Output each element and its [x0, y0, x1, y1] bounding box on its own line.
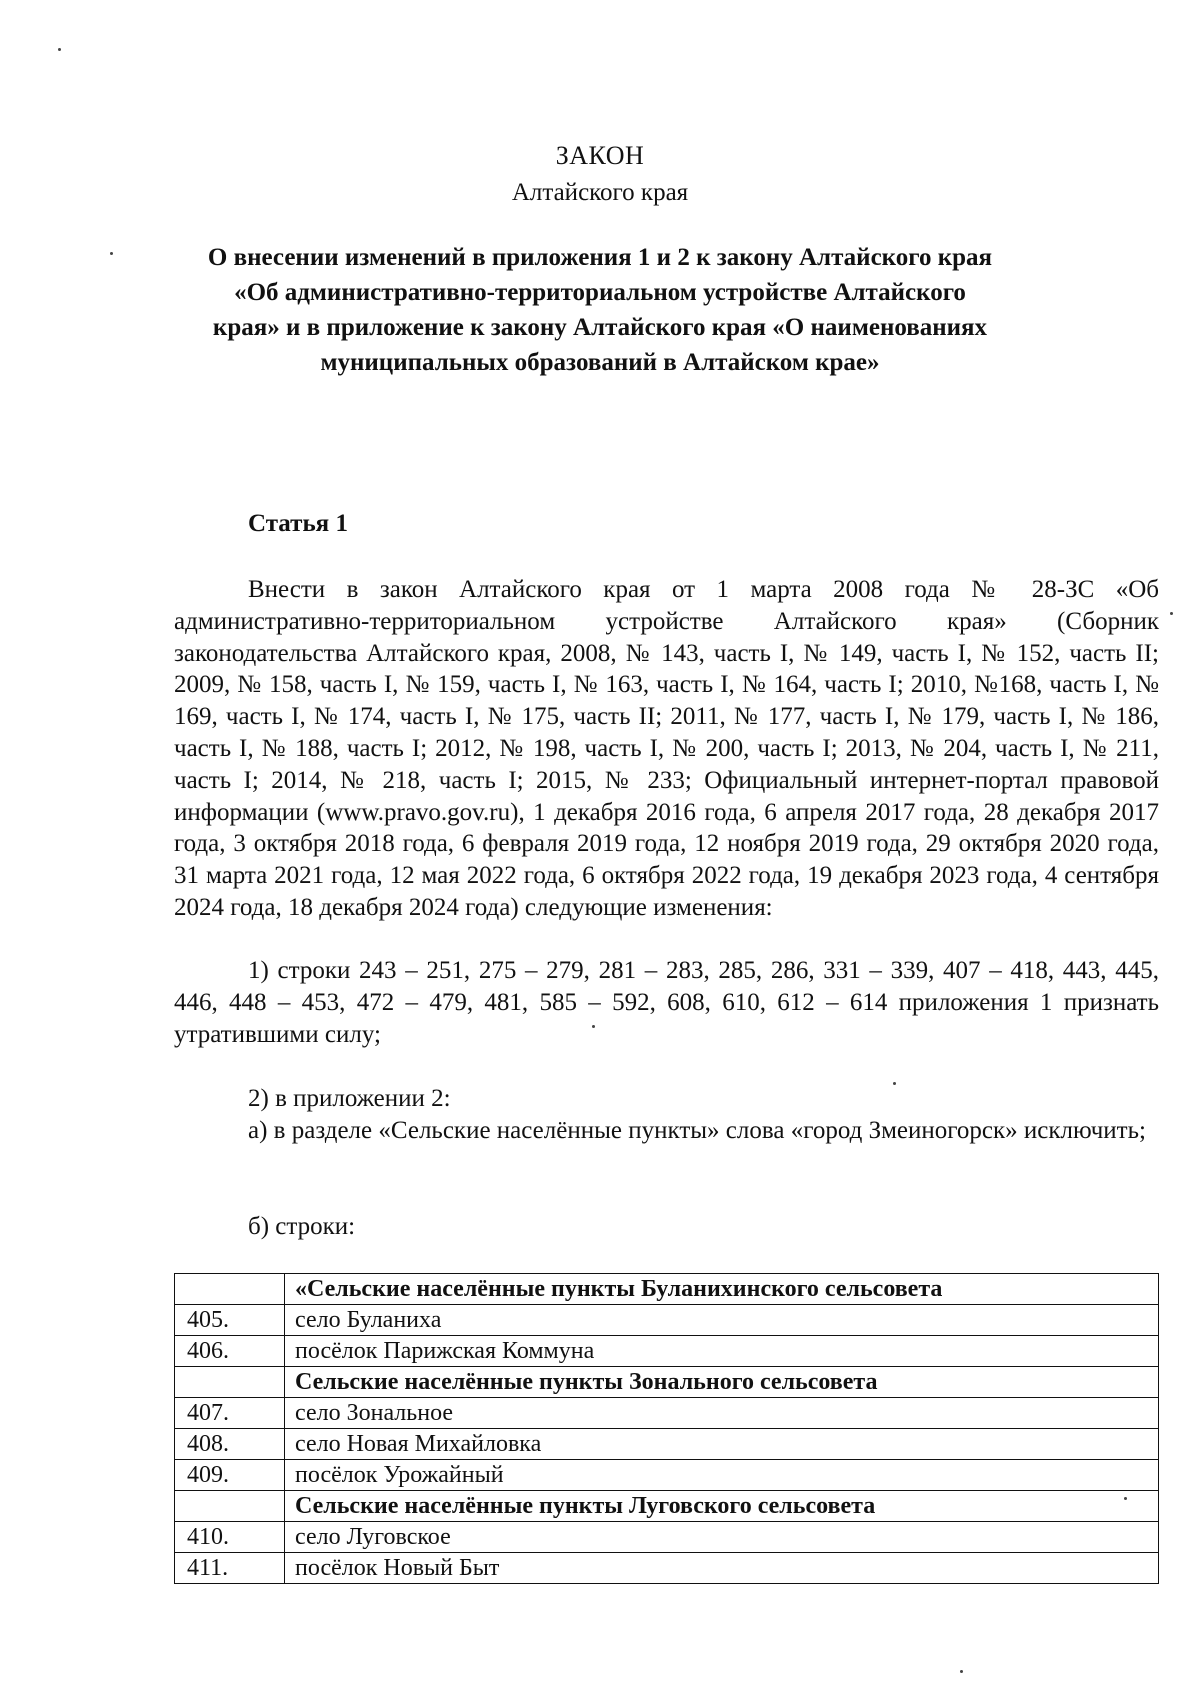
- table-row: [175, 1398, 1159, 1429]
- item-1-paragraph: 1) строки 243 – 251, 275 – 279, 281 – 283, 285, 286, 331 – 339, 407 – 418, 443, 445, 446, 448 – 453, 472 – 479, 481, 585 – 592, 608, 610, 612 – 614 приложения 1 признать утратившими силу;: [174, 957, 1159, 1048]
- scan-speck: [1170, 612, 1173, 615]
- row-text: село Зональное: [285, 1398, 1159, 1429]
- row-number: [175, 1274, 285, 1305]
- scan-speck: [110, 252, 113, 255]
- settlements-table: [174, 1273, 1159, 1584]
- item-2-block: [174, 1083, 1159, 1115]
- row-text: село Луговское: [285, 1522, 1159, 1553]
- issuing-region: Алтайского края: [511, 179, 689, 206]
- table-row: [175, 1305, 1159, 1336]
- table-row: [175, 1274, 1159, 1305]
- row-number: 410.: [175, 1522, 285, 1553]
- article-intro-paragraph: Внести в закон Алтайского края от 1 марта 2008 года № 28-ЗС «Об административно-территориальном устройстве Алтайского края» (Сборник законодательства Алтайского края, 2008, № 143, часть I, № 149, часть I, № 152, часть II; 2009, № 158, часть I, № 159, часть I, № 163, часть I, № 164, часть I; 2010, №168, часть I, № 169, часть I, № 174, часть I, № 175, часть II; 2011, № 177, часть I, № 179, часть I, № 186, часть I, № 188, часть I; 2012, № 198, часть I, № 200, часть I; 2013, № 204, часть I, № 211, часть I; 2014, № 218, часть I; 2015, № 233; Официальный интернет-портал правовой информации (www.pravo.gov.ru), 1 декабря 2016 года, 6 апреля 2017 года, 28 декабря 2017 года, 3 октября 2018 года, 6 февраля 2019 года, 12 ноября 2019 года, 29 октября 2020 года, 31 марта 2021 года, 12 мая 2022 года, 6 октября 2022 года, 19 декабря 2023 года, 4 сентября 2024 года, 18 декабря 2024 года) следующие изменения:: [174, 576, 1159, 921]
- row-number: [175, 1367, 285, 1398]
- document-type: ЗАКОН: [555, 141, 645, 170]
- row-text: село Новая Михайловка: [285, 1429, 1159, 1460]
- article-heading: Статья 1: [248, 510, 348, 537]
- row-text: посёлок Парижская Коммуна: [285, 1336, 1159, 1367]
- item-1-block: [174, 955, 1159, 1050]
- scan-speck: [960, 1670, 963, 1673]
- row-number: [175, 1491, 285, 1522]
- table-row: [175, 1367, 1159, 1398]
- row-number: 407.: [175, 1398, 285, 1429]
- row-number: 411.: [175, 1553, 285, 1584]
- row-text: Сельские населённые пункты Зонального сельсовета: [285, 1367, 1159, 1398]
- table-row: [175, 1491, 1159, 1522]
- row-number: 409.: [175, 1460, 285, 1491]
- scan-speck: [1124, 1497, 1127, 1500]
- table-row: [175, 1336, 1159, 1367]
- article-intro-block: [174, 574, 1159, 924]
- row-text: село Буланиха: [285, 1305, 1159, 1336]
- scan-speck: [592, 1025, 595, 1028]
- item-2b-block: [174, 1211, 1159, 1243]
- row-number: 406.: [175, 1336, 285, 1367]
- item-2-paragraph: 2) в приложении 2:: [248, 1085, 451, 1112]
- item-2b-paragraph: б) строки:: [248, 1213, 356, 1240]
- row-number: 405.: [175, 1305, 285, 1336]
- row-text: «Сельские населённые пункты Буланихинского сельсовета: [285, 1274, 1159, 1305]
- table-row: [175, 1429, 1159, 1460]
- scan-speck: [893, 1082, 896, 1085]
- row-text: Сельские населённые пункты Луговского сельсовета: [285, 1491, 1159, 1522]
- table-row: [175, 1522, 1159, 1553]
- item-2a-paragraph: а) в разделе «Сельские населённые пункты» слова «город Змеиногорск» исключить;: [248, 1117, 1146, 1144]
- row-number: 408.: [175, 1429, 285, 1460]
- table-row: [175, 1553, 1159, 1584]
- item-2a-block: [174, 1115, 1159, 1147]
- scan-speck: [58, 48, 61, 51]
- row-text: посёлок Новый Быт: [285, 1553, 1159, 1584]
- table-row: [175, 1460, 1159, 1491]
- row-text: посёлок Урожайный: [285, 1460, 1159, 1491]
- law-title: О внесении изменений в приложения 1 и 2 к закону Алтайского края «Об административно-территориальном устройстве Алтайского края» и в приложение к закону Алтайского края «О наименованиях муниципальных образований в Алтайском крае»: [207, 244, 993, 376]
